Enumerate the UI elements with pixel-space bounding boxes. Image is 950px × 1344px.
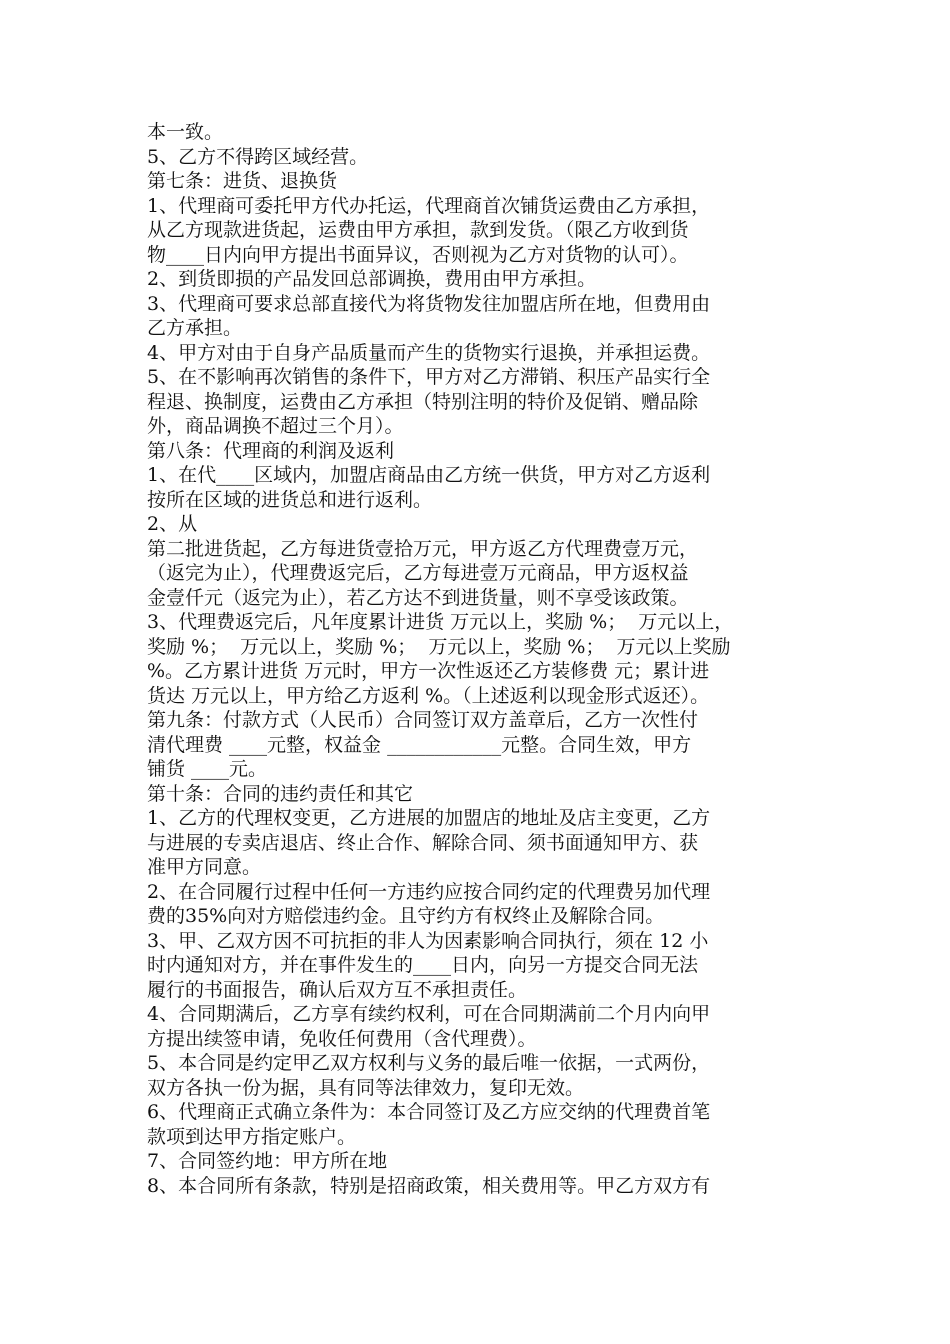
text-line: 4、合同期满后，乙方享有续约权利，可在合同期满前二个月内向甲	[147, 1003, 711, 1025]
text-line: 1、在代____区域内，加盟店商品由乙方统一供货，甲方对乙方返利	[147, 464, 711, 486]
text-line: %。乙方累计进货 万元时，甲方一次性返还乙方装修费 元；累计进	[147, 660, 710, 682]
text-line: 2、到货即损的产品发回总部调换，费用由甲方承担。	[147, 268, 597, 290]
text-line: 3、代理费返完后，凡年度累计进货 万元以上，奖励 %； 万元以上，	[147, 611, 734, 633]
text-line: 费的35%向对方赔偿违约金。且守约方有权终止及解除合同。	[147, 905, 665, 927]
text-line: 双方各执一份为据，具有同等法律效力，复印无效。	[147, 1076, 585, 1099]
text-line: 8、本合同所有条款，特别是招商政策，相关费用等。甲乙方双方有	[147, 1174, 711, 1197]
text-line: 金壹仟元（返完为止），若乙方达不到进货量，则不享受该政策。	[147, 586, 689, 609]
text-line: 3、甲、乙双方因不可抗拒的非人为因素影响合同执行，须在 12 小	[147, 929, 709, 952]
text-line: 第九条：付款方式（人民币）合同签订双方盖章后，乙方一次性付	[147, 709, 699, 731]
contract-text-body	[147, 120, 817, 1198]
text-line: 物____日内向甲方提出书面异议，否则视为乙方对货物的认可）。	[147, 243, 689, 266]
text-line: 5、乙方不得跨区域经营。	[147, 145, 369, 168]
text-line: 乙方承担。	[147, 317, 243, 339]
text-line: 时内通知对方，并在事件发生的____日内，向另一方提交合同无法	[147, 954, 699, 976]
text-line: 按所在区域的进货总和进行返利。	[147, 488, 433, 511]
text-line: （返完为止），代理费返完后，乙方每进壹万元商品，甲方返权益	[147, 562, 689, 584]
text-line: 程退、换制度，运费由乙方承担（特别注明的特价及促销、赠品除	[147, 390, 699, 413]
text-line: 第七条：进货、退换货	[147, 170, 338, 192]
text-line: 3、代理商可要求总部直接代为将货物发往加盟店所在地，但费用由	[147, 292, 711, 315]
text-line: 第二批进货起，乙方每进货壹拾万元，甲方返乙方代理费壹万元，	[147, 537, 699, 560]
text-line: 5、在不影响再次销售的条件下，甲方对乙方滞销、积压产品实行全	[147, 366, 711, 388]
text-line: 第八条：代理商的利润及返利	[147, 439, 395, 462]
text-line: 准甲方同意。	[147, 856, 262, 878]
text-line: 7、合同签约地：甲方所在地	[147, 1150, 388, 1172]
text-line: 奖励 %； 万元以上，奖励 %； 万元以上，奖励 %； 万元以上奖励	[147, 635, 731, 658]
text-line: 本一致。	[147, 121, 224, 143]
text-line: 履行的书面报告，确认后双方互不承担责任。	[147, 978, 528, 1001]
text-line: 4、甲方对由于自身产品质量而产生的货物实行退换，并承担运费。	[147, 341, 711, 364]
text-line: 1、乙方的代理权变更，乙方进展的加盟店的地址及店主变更，乙方	[147, 807, 711, 829]
text-line: 1、代理商可委托甲方代办托运，代理商首次铺货运费由乙方承担，	[147, 194, 711, 217]
text-line: 清代理费 ____元整，权益金 ____________元整。合同生效，甲方	[147, 733, 692, 756]
text-line: 与进展的专卖店退店、终止合作、解除合同、须书面通知甲方、获	[147, 831, 699, 854]
text-line: 5、本合同是约定甲乙双方权利与义务的最后唯一依据，一式两份，	[147, 1052, 711, 1074]
text-line: 外，商品调换不超过三个月）。	[147, 415, 404, 437]
text-line: 货达 万元以上，甲方给乙方返利 %。（上述返利以现金形式返还）。	[147, 684, 710, 707]
text-line: 第十条：合同的违约责任和其它	[147, 782, 414, 805]
text-line: 2、从	[147, 513, 198, 535]
text-line: 铺货 ____元。	[147, 758, 268, 780]
text-line: 从乙方现款进货起，运费由甲方承担，款到发货。（限乙方收到货	[147, 219, 689, 241]
text-line: 2、在合同履行过程中任何一方违约应按合同约定的代理费另加代理	[147, 880, 711, 903]
text-line: 6、代理商正式确立条件为：本合同签订及乙方应交纳的代理费首笔	[147, 1101, 711, 1123]
text-line: 方提出续签申请，免收任何费用（含代理费）。	[147, 1027, 537, 1050]
text-line: 款项到达甲方指定账户。	[147, 1125, 357, 1148]
